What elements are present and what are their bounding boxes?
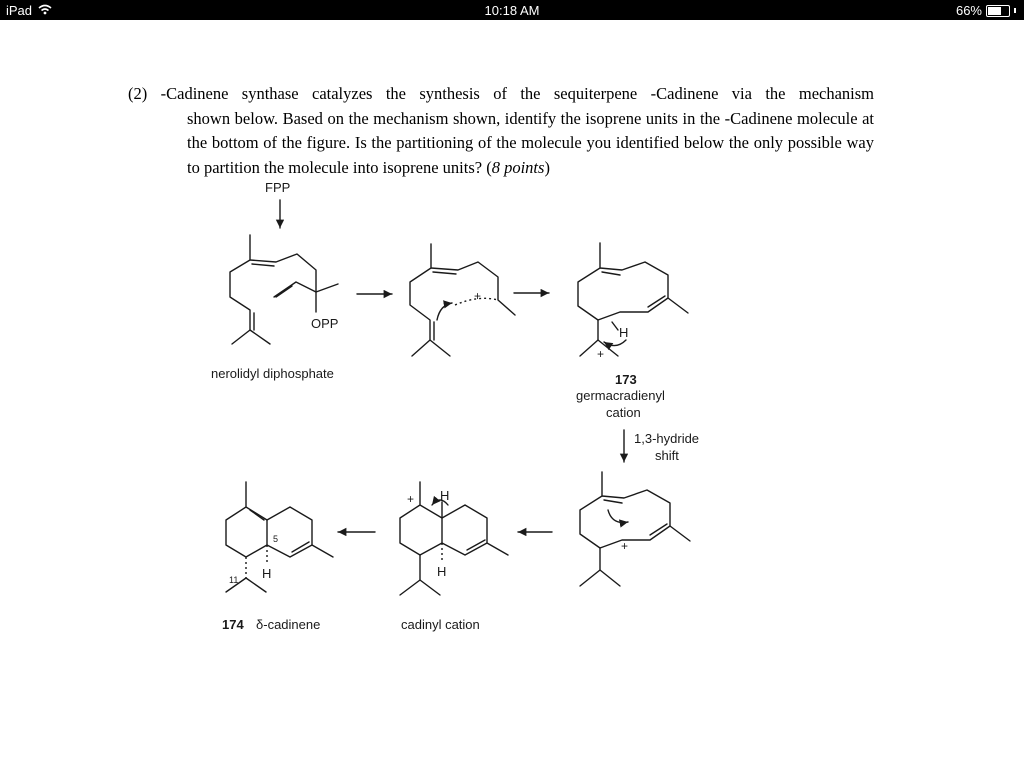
device-label: iPad bbox=[6, 3, 33, 18]
cadinyl-plus: + bbox=[407, 492, 415, 506]
cadinene-structure bbox=[226, 482, 333, 592]
compound-173-number: 173 bbox=[615, 372, 637, 387]
shifted-cation-plus: + bbox=[621, 539, 629, 553]
allyl-cation-structure bbox=[410, 244, 515, 356]
cadinene-locant-11: 11 bbox=[229, 575, 239, 585]
compound-174-number: 174 bbox=[222, 617, 244, 632]
compound-173-name2: cation bbox=[606, 405, 641, 420]
question-points: 8 points bbox=[491, 157, 545, 177]
question-close: ) bbox=[544, 157, 550, 177]
allyl-plus: + bbox=[474, 289, 482, 303]
germacradienyl-plus: + bbox=[597, 347, 605, 361]
germacradienyl-h: H bbox=[619, 325, 629, 340]
question-rest: shown below. Based on the mechanism shown, identify the isoprene units in the -Cadinene molecule at the bottom of the figure. Is the partitioning of the molecule you identified below the only possible way to partition the molecule into isoprene units? ( bbox=[187, 108, 874, 177]
question-line1: -Cadinene synthase catalyzes the synthesis of the sequiterpene -Cadinene via the mechanism bbox=[160, 84, 875, 103]
hydride-shift-label2: shift bbox=[655, 448, 679, 463]
cadinyl-h-bottom: H bbox=[437, 564, 447, 579]
opp-label: OPP bbox=[311, 316, 339, 331]
question-number: (2) bbox=[128, 84, 148, 103]
cadinyl-label: cadinyl cation bbox=[401, 617, 480, 632]
compound-173-name: germacradienyl bbox=[576, 388, 665, 403]
cadinene-h: H bbox=[262, 566, 272, 581]
battery-percent: 66% bbox=[955, 3, 982, 18]
cadinene-locant-5: 5 bbox=[273, 534, 279, 544]
compound-174-name: δ-cadinene bbox=[256, 617, 321, 632]
nerolidyl-label: nerolidyl diphosphate bbox=[211, 366, 334, 381]
status-time: 10:18 AM bbox=[484, 3, 540, 18]
shifted-cation-structure bbox=[580, 472, 690, 586]
hydride-shift-label: 1,3-hydride bbox=[634, 431, 700, 446]
cadinyl-h-top: H bbox=[440, 488, 450, 503]
fpp-label: FPP bbox=[265, 180, 291, 195]
germacradienyl-structure bbox=[578, 243, 688, 356]
cadinyl-structure bbox=[400, 482, 508, 595]
